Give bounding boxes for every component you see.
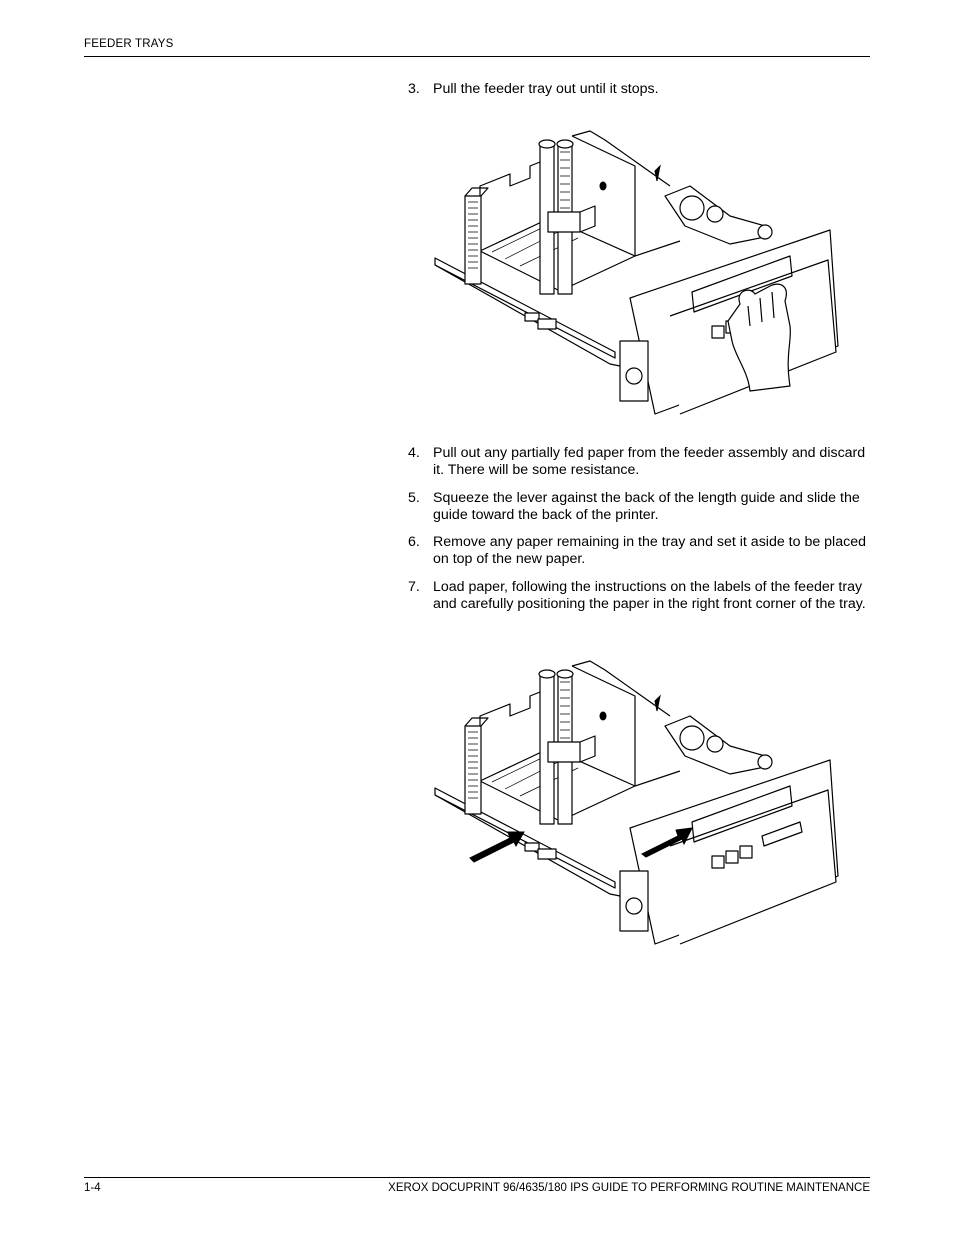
step-7 — [408, 579, 870, 613]
feeder-tray-loading-arrows-illustration — [430, 656, 842, 962]
step-5 — [408, 490, 870, 524]
page-number: 1-4 — [84, 1182, 101, 1194]
step-text: Pull the feeder tray out until it stops. — [433, 81, 659, 97]
step-text: Pull out any partially fed paper from the feeder assembly and discard it. There will be some resistance. — [433, 445, 866, 478]
step-number: 3. — [408, 81, 420, 97]
step-text: Load paper, following the instructions on the labels of the feeder tray and carefully positioning the paper in the right front corner of the tray. — [433, 579, 866, 612]
step-number: 4. — [408, 445, 420, 461]
section-title: FEEDER TRAYS — [84, 38, 174, 50]
running-header — [84, 38, 870, 57]
step-number: 7. — [408, 579, 420, 595]
feeder-tray-pulled-out-with-hand-illustration — [430, 126, 842, 432]
step-3 — [408, 81, 870, 98]
running-footer — [84, 1177, 870, 1194]
step-4 — [408, 445, 870, 479]
step-number: 5. — [408, 490, 420, 506]
step-text: Squeeze the lever against the back of the length guide and slide the guide toward the back of the printer. — [433, 490, 860, 523]
step-6 — [408, 534, 870, 568]
step-number: 6. — [408, 534, 420, 550]
step-text: Remove any paper remaining in the tray and set it aside to be placed on top of the new paper. — [433, 534, 866, 567]
document-title: XEROX DOCUPRINT 96/4635/180 IPS GUIDE TO PERFORMING ROUTINE MAINTENANCE — [388, 1182, 870, 1194]
